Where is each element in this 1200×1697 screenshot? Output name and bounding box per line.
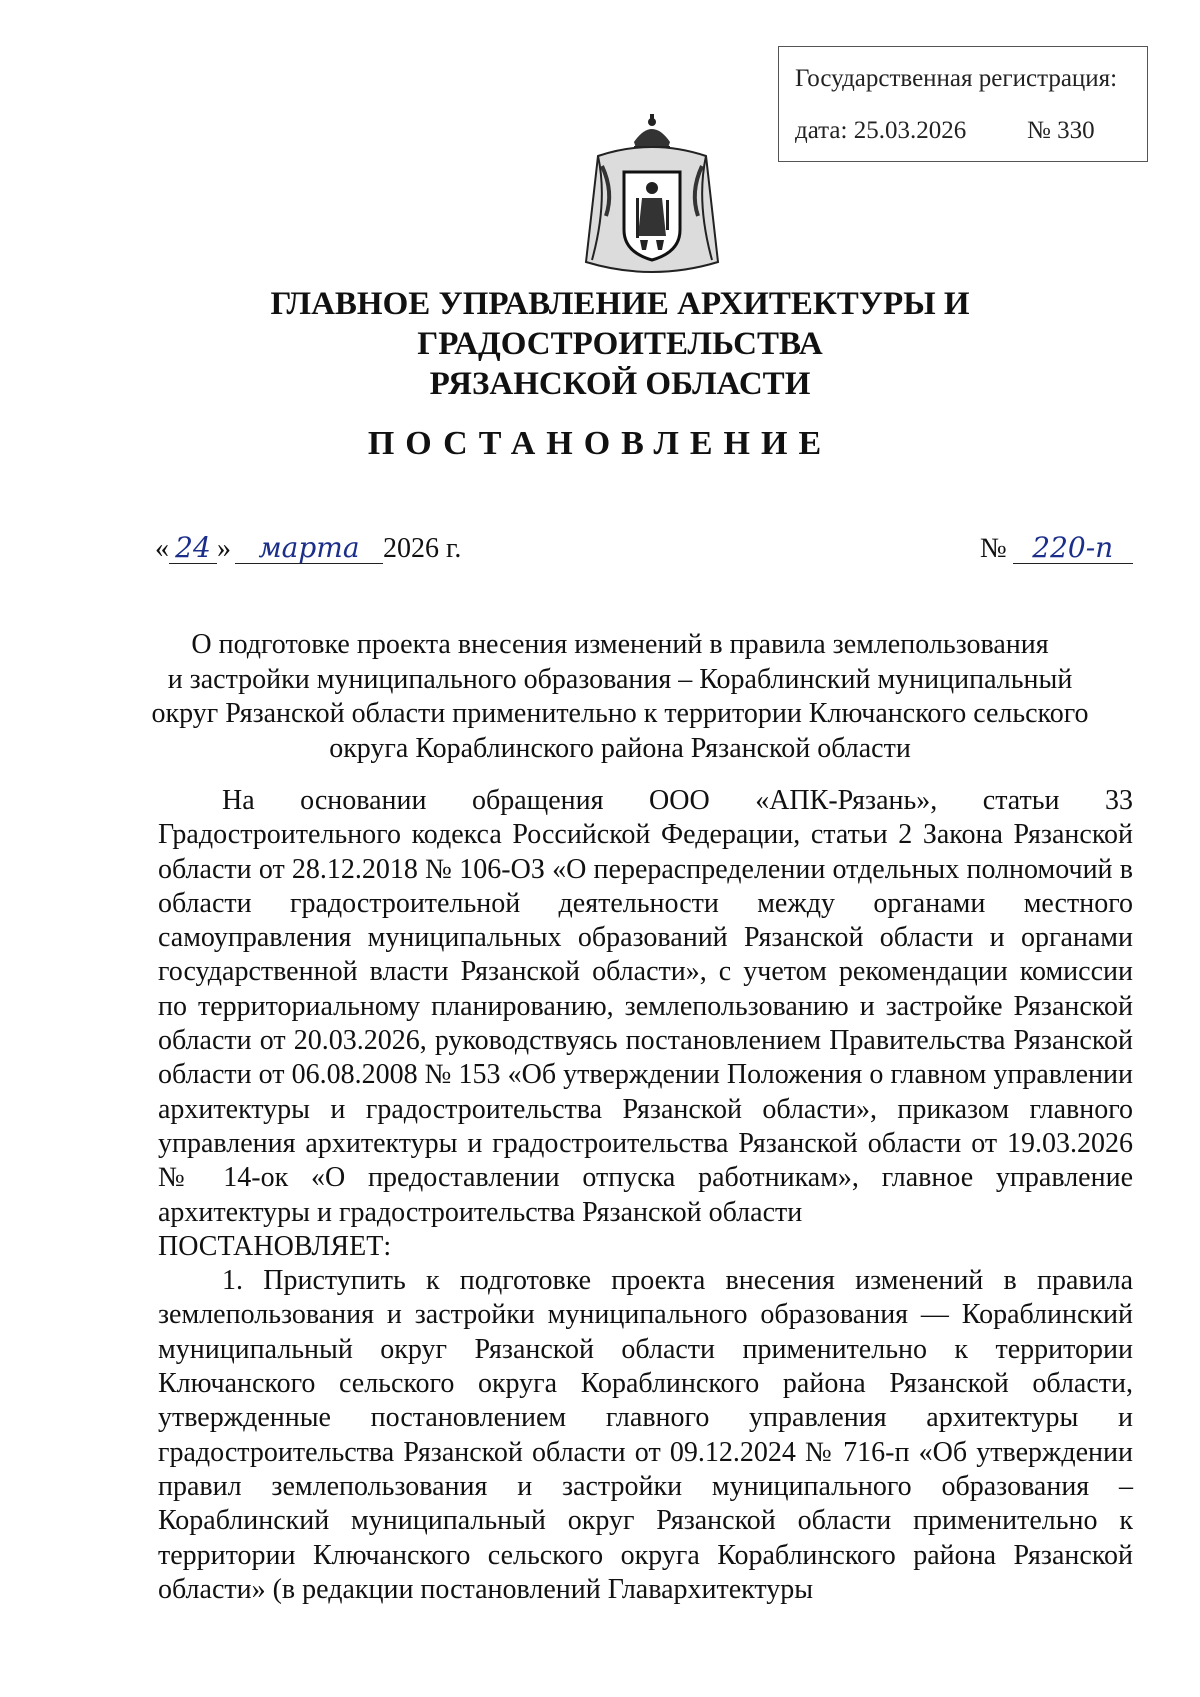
subject-line2: и застройки муниципального образования – Кораблинский муниципальный [167,663,1073,695]
number-prefix: № [980,533,1007,564]
body-paragraph-preamble: На основании обращения ООО «АПК-Рязань», статьи 33 Градостроительного кодекса Российской Федерации, статьи 2 Закона Рязанской области от 28.12.2018 № 106-ОЗ «О перераспределении отдельных полномочий в области градостроительной деятельности между органами местного самоуправления муниципальных образований Рязанской области и органами государственной власти Рязанской области», с учетом рекомендации комиссии по территориальному планированию, землепользованию и застройке Рязанской области от 20.03.2026, руководствуясь постановлением Правительства Рязанской области от 06.08.2008 № 153 «Об утверждении Положения о главном управлении архитектуры и градостроительства Рязанской области», приказом главного управления архитектуры и градостроительства Рязанской области от 19.03.2026 № 14-ок «О предоставлении отпуска работникам», главное управление архитектуры и градостроительства Рязанской области [158,785,1133,1228]
subject-line3: округ Рязанской области применительно к территории Ключанского сельского [151,698,1089,729]
date-close-quote: » [217,533,231,564]
organization-title-line1: ГЛАВНОЕ УПРАВЛЕНИЕ АРХИТЕКТУРЫ И ГРАДОСТРОИТЕЛЬСТВА [270,286,970,362]
registration-stamp [778,46,1148,162]
subject-line1: О подготовке проекта внесения изменений в правила землепользования [191,629,1049,660]
registration-number: № 330 [1027,117,1095,144]
ryazan-coat-of-arms-icon [578,112,726,284]
handwritten-month: марта [235,533,383,564]
date-year: 2026 г. [383,533,462,564]
registration-title: Государственная регистрация: [795,65,1118,92]
document-body [158,784,1133,1607]
subject-line4: округа Кораблинского района Рязанской области [329,732,911,764]
document-number [980,533,1133,565]
body-resolves: ПОСТАНОВЛЯЕТ: [158,1230,392,1262]
handwritten-number: 220-п [1013,533,1133,564]
registration-date: дата: 25.03.2026 [795,117,967,144]
document-date [155,533,461,565]
document-type: ПОСТАНОВЛЕНИЕ [367,425,833,462]
date-open-quote: « [155,533,169,564]
organization-title-line2: РЯЗАНСКОЙ ОБЛАСТИ [429,366,811,402]
organization-title [100,284,1140,404]
body-paragraph-item-1: 1. Приступить к подготовке проекта внесения изменений в правила землепользования и застройки муниципального образования — Кораблинский муниципальный округ Рязанской области применительно к территории Ключанского сельского округа Кораблинского района Рязанской области, утвержденные постановлением главного управления архитектуры и градостроительства Рязанской области от 09.12.2024 № 716-п «Об утверждении правил землепользования и застройки муниципального образования – Кораблинский муниципальный округ Рязанской области применительно к территории Ключанского сельского округа Кораблинского района Рязанской области» (в редакции постановлений Главархитектуры [158,1265,1133,1605]
handwritten-day: 24 [169,533,217,564]
document-subject [150,628,1090,766]
